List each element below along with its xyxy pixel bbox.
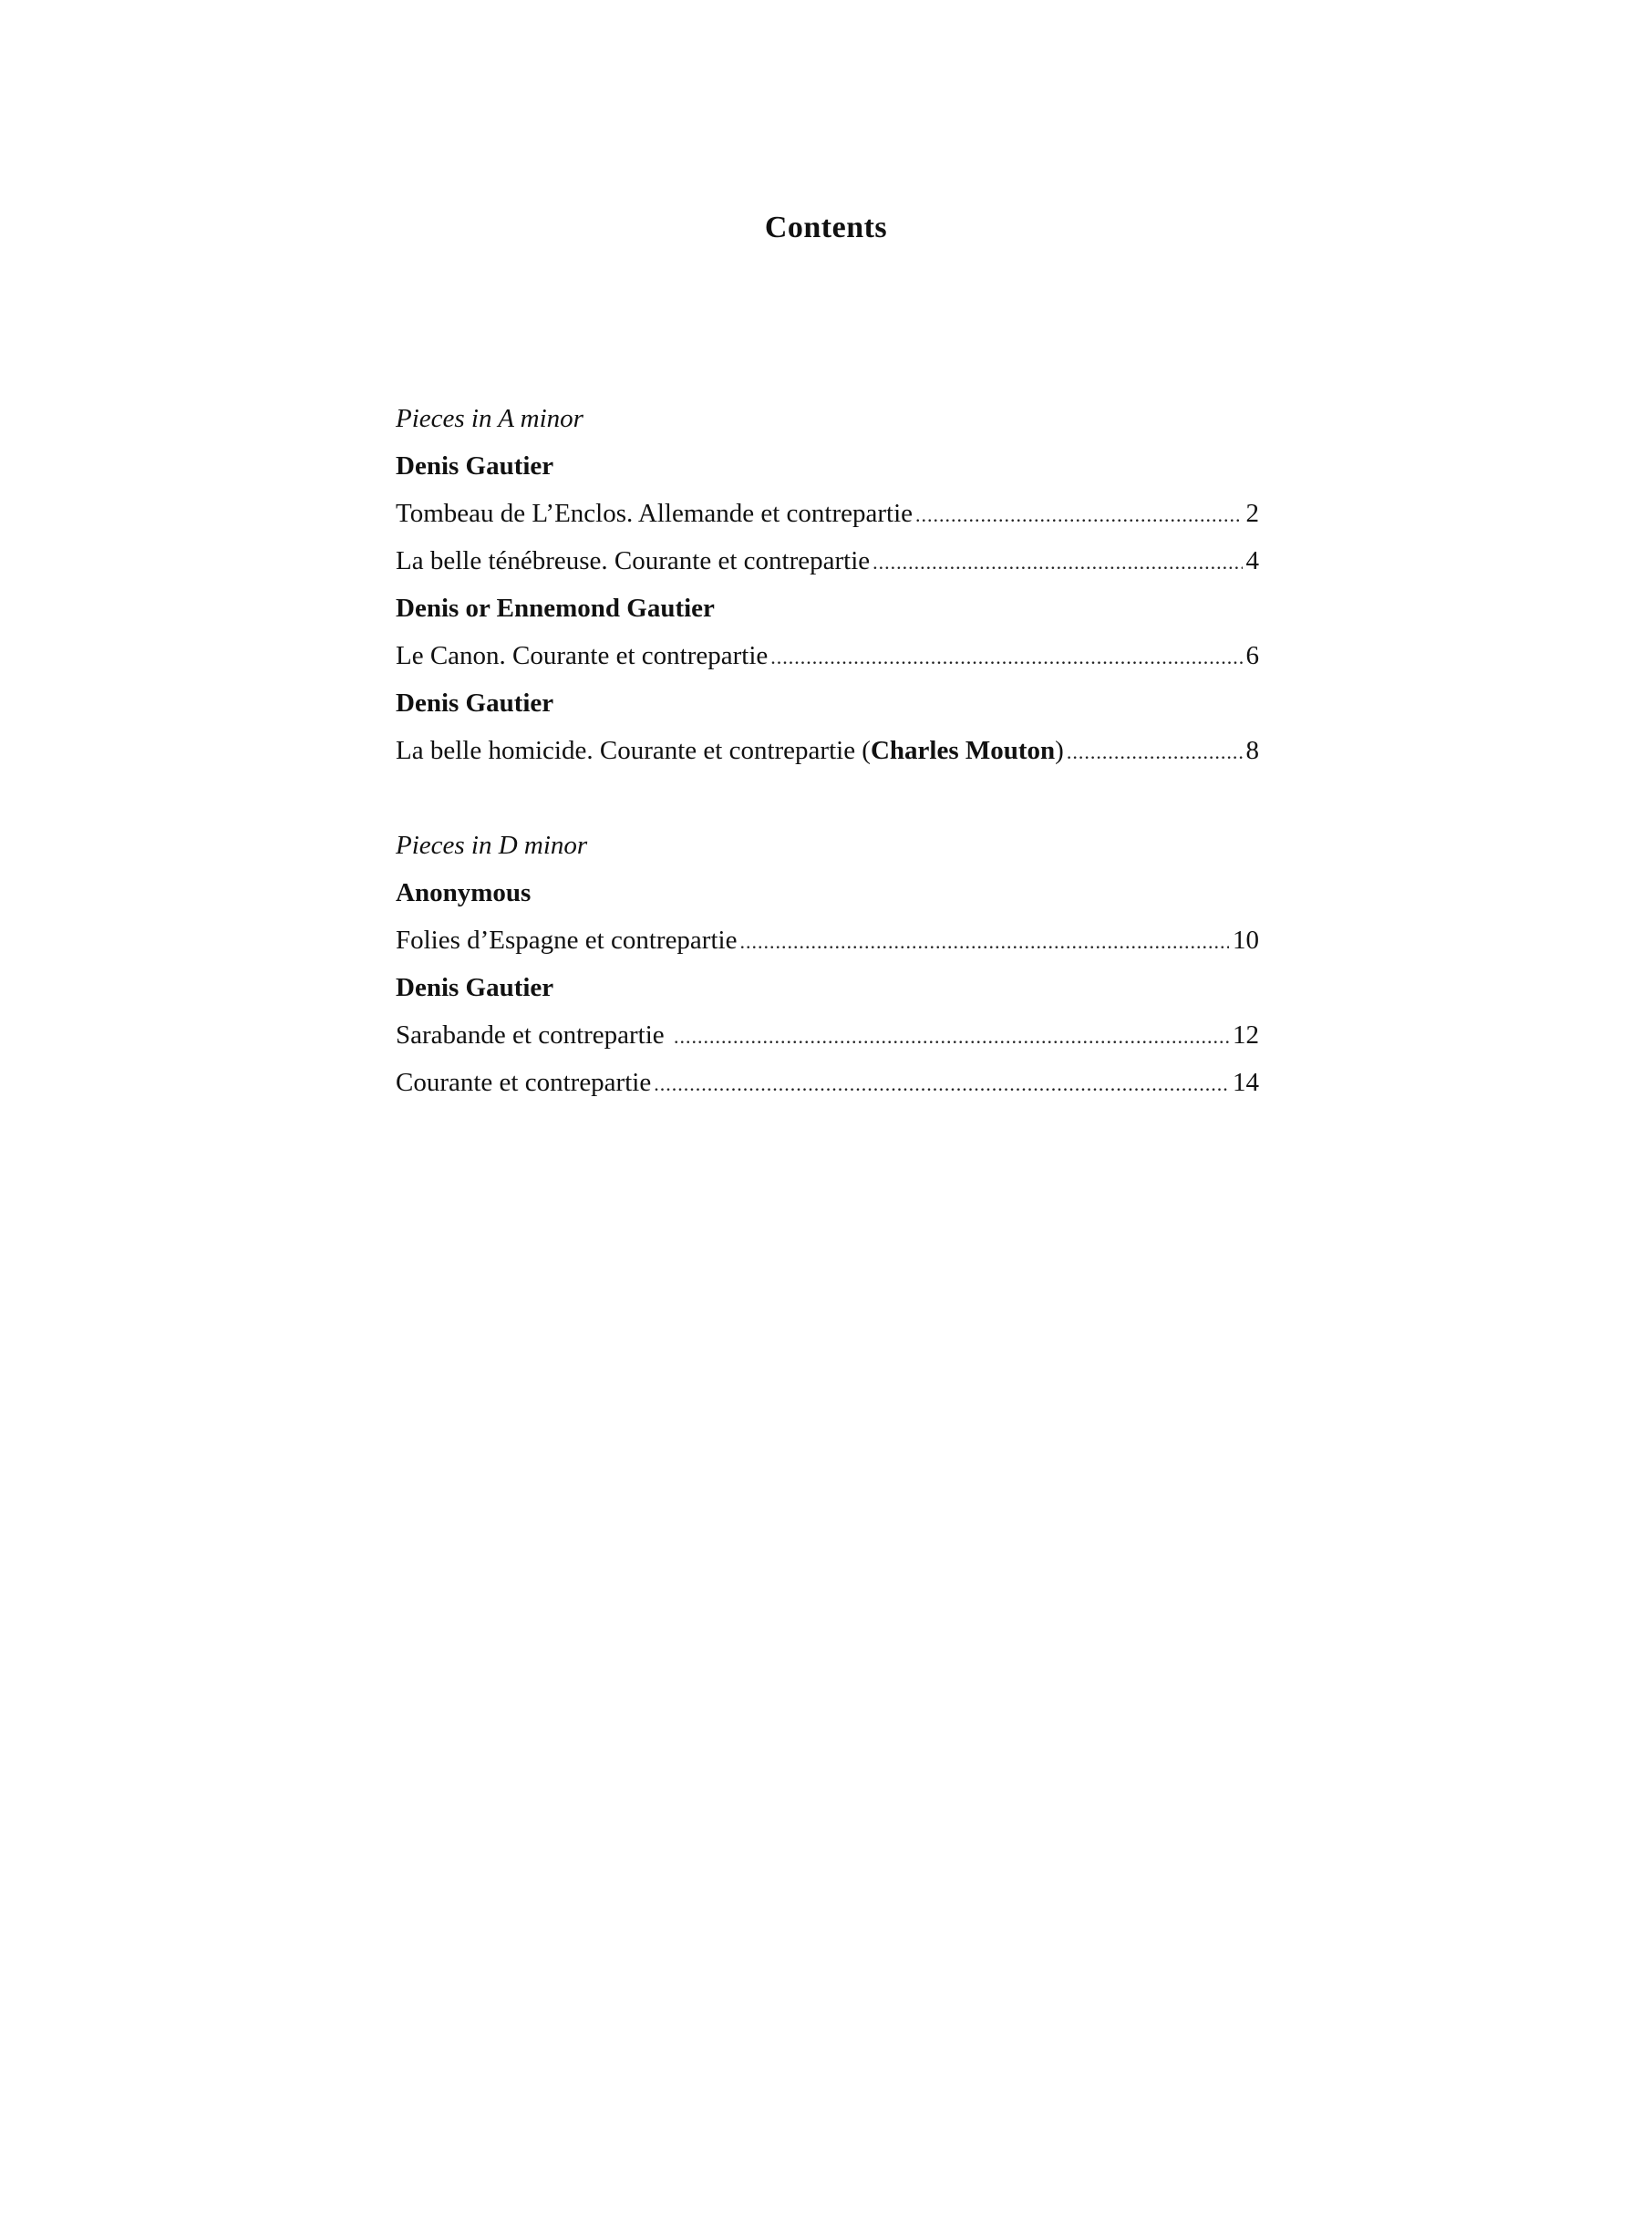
toc-entry-title-text: La belle homicide. Courante et contrepartie ( xyxy=(396,736,871,765)
toc-entry[interactable] xyxy=(396,1059,1259,1106)
toc-entry[interactable] xyxy=(396,916,1259,964)
toc-entry-title: Sarabande et contrepartie xyxy=(396,1020,671,1050)
toc-section-d-minor xyxy=(396,822,1259,1106)
composer-heading: Denis Gautier xyxy=(396,451,554,481)
toc-entry-page: 12 xyxy=(1233,1020,1259,1050)
table-of-contents xyxy=(396,395,1259,1106)
section-key-heading: Pieces in D minor xyxy=(396,831,588,860)
toc-entry[interactable] xyxy=(396,490,1259,537)
toc-entry-title: Le Canon. Courante et contrepartie xyxy=(396,641,769,670)
toc-entry[interactable] xyxy=(396,632,1259,679)
toc-entry-page: 6 xyxy=(1245,641,1259,670)
composer-heading: Denis or Ennemond Gautier xyxy=(396,594,715,623)
toc-entry-title: La belle ténébreuse. Courante et contrepartie xyxy=(396,546,871,575)
toc-entry-page: 14 xyxy=(1233,1068,1259,1097)
composer-heading: Anonymous xyxy=(396,878,532,907)
section-key-heading: Pieces in A minor xyxy=(396,404,583,433)
dot-leader xyxy=(872,539,1242,586)
toc-entry-title-end: ) xyxy=(1055,736,1064,765)
toc-section-a-minor xyxy=(396,395,1259,774)
dot-leader xyxy=(739,918,1229,966)
toc-entry-page: 2 xyxy=(1245,499,1259,528)
dot-leader xyxy=(915,492,1242,539)
composer-heading: Denis Gautier xyxy=(396,973,554,1002)
toc-entry[interactable] xyxy=(396,537,1259,585)
dot-leader xyxy=(654,1061,1229,1108)
toc-entry-title xyxy=(396,727,1064,774)
toc-entry-page: 4 xyxy=(1245,546,1259,575)
dot-leader xyxy=(770,634,1242,681)
dot-leader xyxy=(1067,729,1243,776)
toc-entry-title: Tombeau de L’Enclos. Allemande et contrepartie xyxy=(396,499,914,528)
toc-entry-page: 8 xyxy=(1245,736,1259,765)
toc-entry-page: 10 xyxy=(1233,926,1259,955)
toc-entry[interactable] xyxy=(396,727,1259,774)
page-title: Contents xyxy=(764,211,888,244)
toc-entry[interactable] xyxy=(396,1011,1259,1059)
toc-entry-title: Folies d’Espagne et contrepartie xyxy=(396,926,738,955)
dot-leader xyxy=(674,1013,1229,1061)
toc-entry-arranger: Charles Mouton xyxy=(870,736,1056,765)
composer-heading: Denis Gautier xyxy=(396,689,554,718)
toc-entry-title: Courante et contrepartie xyxy=(396,1068,652,1097)
